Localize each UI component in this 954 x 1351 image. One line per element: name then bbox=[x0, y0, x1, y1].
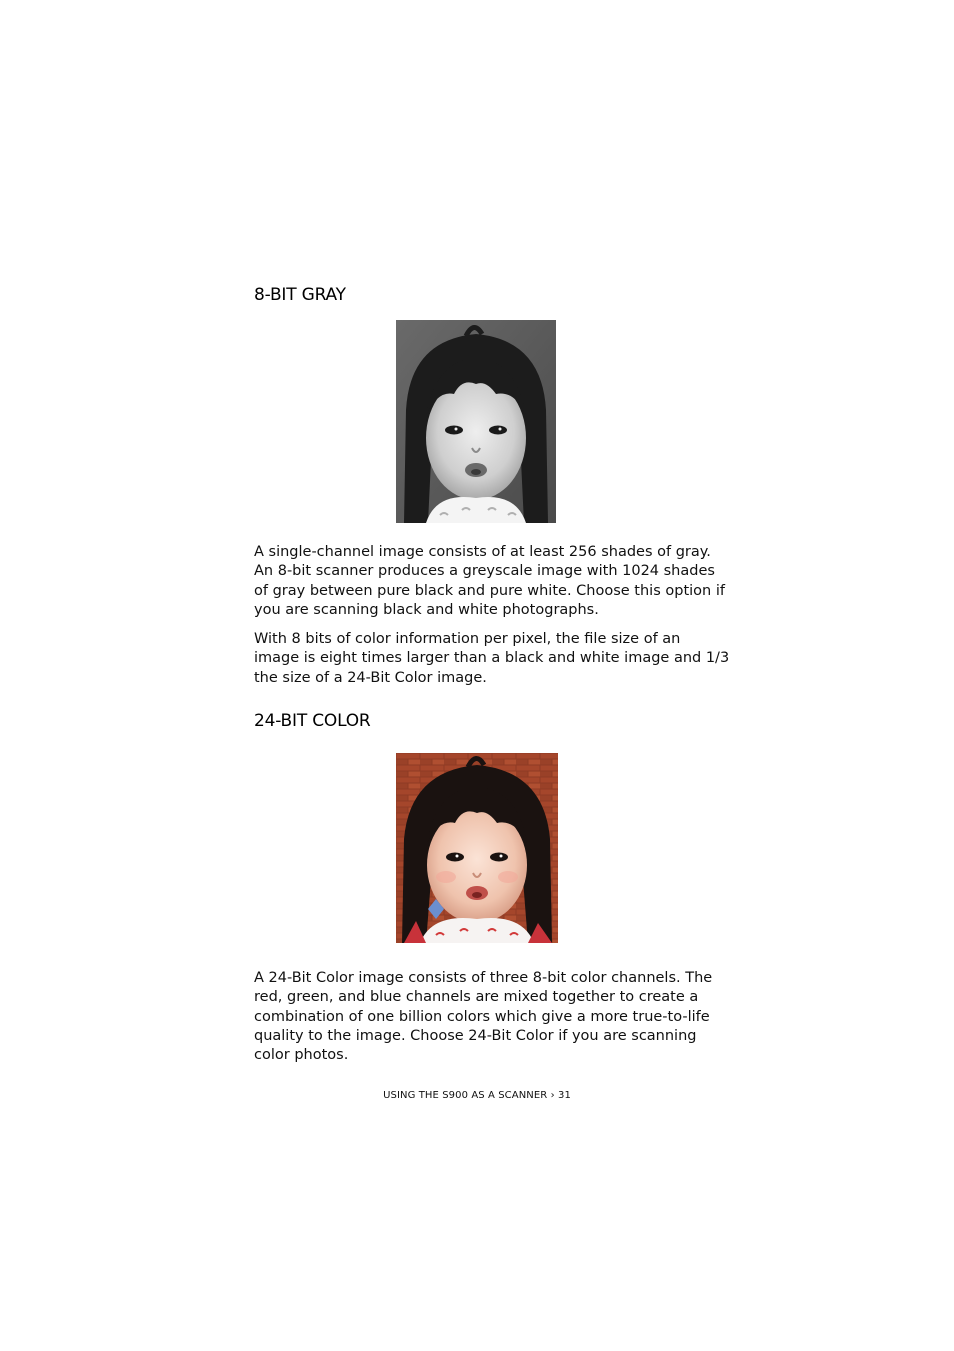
page-footer: USING THE S900 AS A SCANNER › 31 bbox=[383, 1090, 571, 1101]
section-heading-8bit-gray: 8-BIT GRAY bbox=[254, 285, 346, 305]
paragraph-24bit-color-intro: A 24-Bit Color image consists of three 8-bit color channels. The red, green, and blue channels are mixed together to create a combination of one billion colors which give a more true-to-life quality to the image. Choose 24-Bit Color if you are scanning color photos. bbox=[254, 970, 713, 1064]
color-child-photo bbox=[396, 753, 558, 943]
paragraph-8bit-gray-filesize: With 8 bits of color information per pixel, the file size of an image is eight times larger than a black and white image and 1/3 the size of a 24-Bit Color image. bbox=[254, 631, 730, 686]
paragraph-8bit-gray-intro: A single-channel image consists of at least 256 shades of gray. An 8-bit scanner produces a greyscale image with 1024 shades of gray between pure black and pure white. Choose this option if you are scanning black and white photographs. bbox=[254, 544, 725, 618]
section-heading-24bit-color: 24-BIT COLOR bbox=[254, 711, 371, 731]
grayscale-child-photo bbox=[396, 320, 556, 523]
